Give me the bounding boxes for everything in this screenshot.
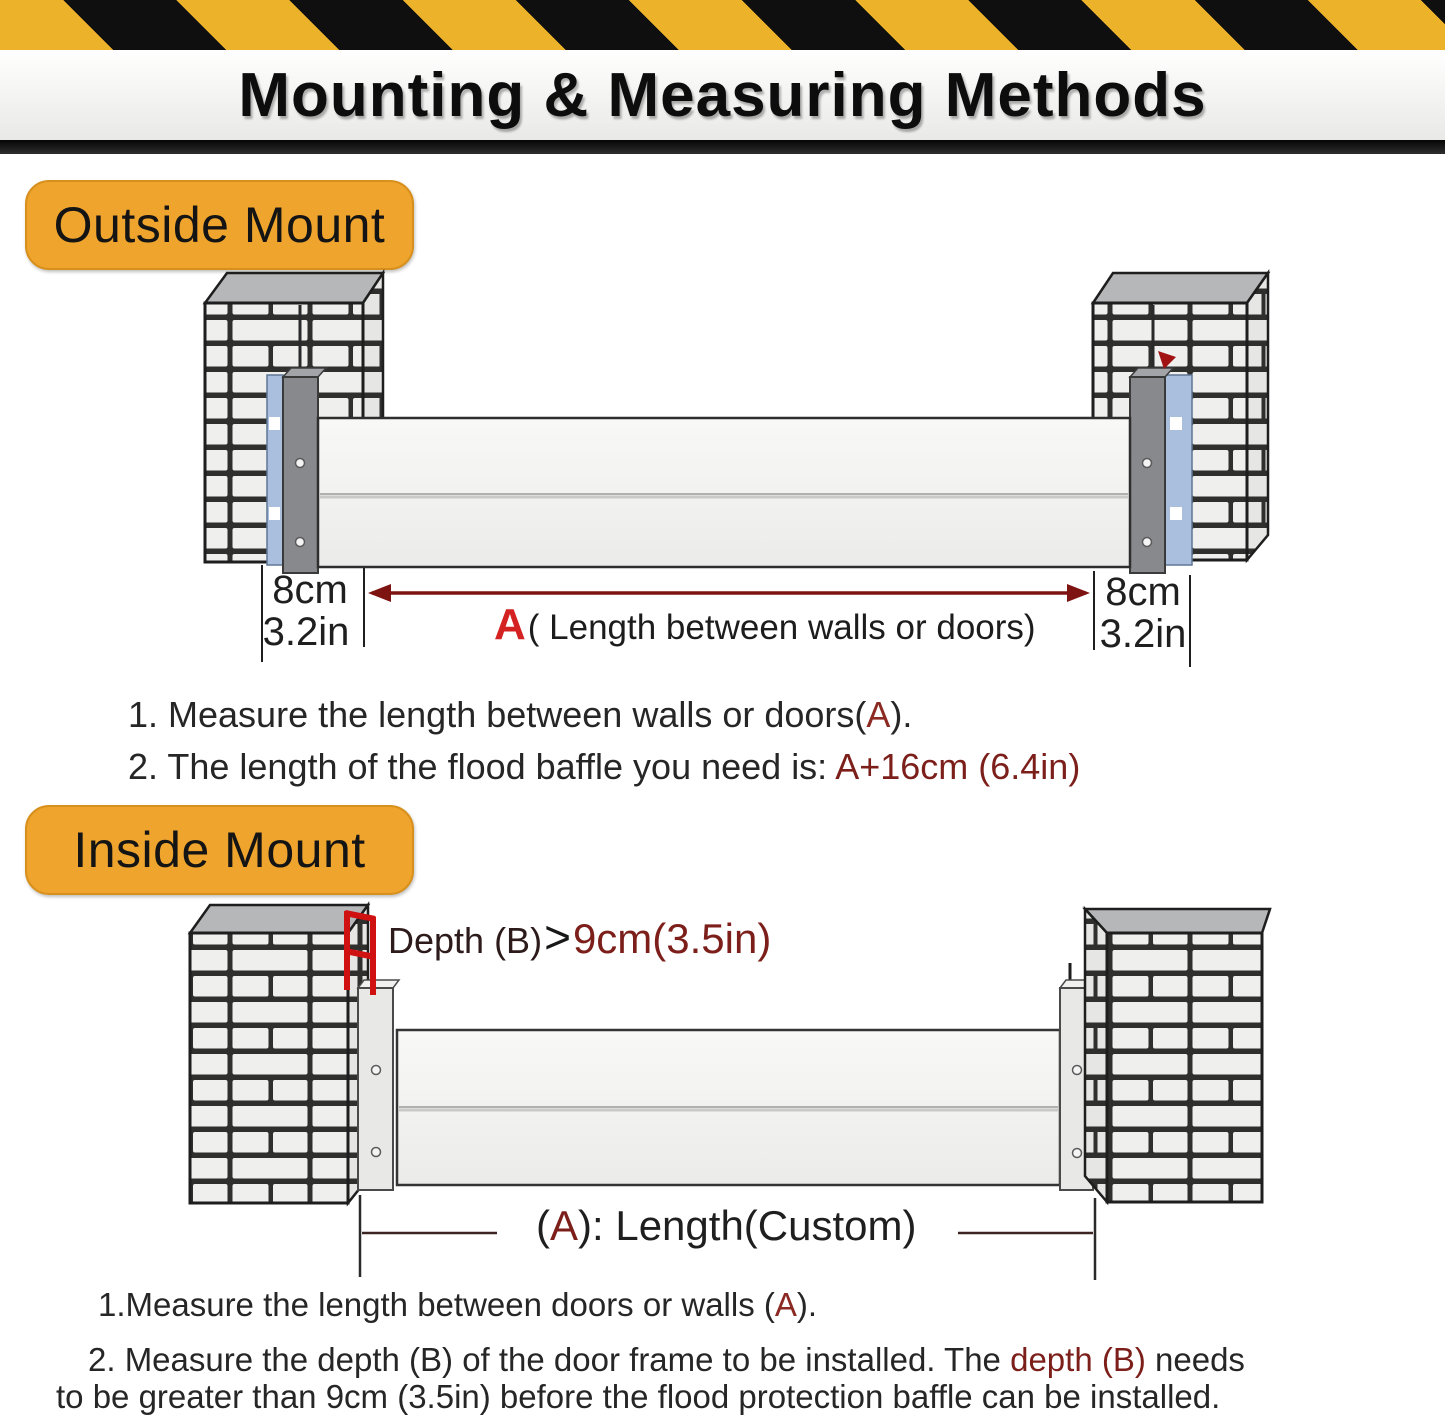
length-custom-label: ( A ): Length(Custom) <box>536 1202 917 1249</box>
step-a-letter: A <box>866 694 891 735</box>
screw-dot <box>296 538 305 547</box>
dimension-left-in: 3.2in <box>262 610 350 654</box>
screw-dot <box>372 1148 381 1157</box>
step-a-letter: A <box>774 1286 797 1323</box>
screw-dot <box>372 1066 381 1075</box>
flood-barrier-panels <box>397 1030 1060 1185</box>
flood-barrier-panels <box>318 418 1130 567</box>
left-brick-pillar <box>190 905 368 1203</box>
bracket-channel <box>358 988 393 1190</box>
outside-step-1: 1. Measure the length between walls or doors(A). <box>128 694 913 735</box>
right-mounting-bracket <box>1130 351 1192 573</box>
dimension-left-cm: 8cm <box>272 568 348 612</box>
screw-dot <box>1073 1066 1082 1075</box>
seal-strip <box>1165 375 1192 565</box>
dimension-right-in: 3.2in <box>1099 612 1187 656</box>
outside-mount-badge: Outside Mount <box>25 180 414 270</box>
dimension-a-letter: A <box>494 600 526 649</box>
inside-step-2-row2: to be greater than 9cm (3.5in) before the flood protection baffle can be installed. <box>56 1378 1221 1415</box>
depth-b-value: 9cm(3.5in) <box>572 915 772 962</box>
page-title: Mounting & Measuring Methods <box>238 60 1207 130</box>
right-brick-pillar <box>1085 909 1270 1202</box>
dimension-a-text: ( Length between walls or doors) <box>527 608 1036 647</box>
greater-than-sign: > <box>544 911 571 963</box>
screw-dot <box>1143 459 1152 468</box>
screw-dot <box>296 459 305 468</box>
inside-mount-badge: Inside Mount <box>25 805 414 895</box>
inside-step-1: 1.Measure the length between doors or walls (A). <box>98 1286 818 1323</box>
inside-step-2-row1: 2. Measure the depth (B) of the door frame to be installed. The depth (B) needs <box>88 1341 1245 1378</box>
seal-strip <box>267 375 283 565</box>
dimension-right-cm: 8cm <box>1105 570 1181 614</box>
divider-bar <box>0 140 1445 154</box>
baffle-length-formula: A+16cm (6.4in) <box>835 746 1081 787</box>
title-band <box>0 50 1445 140</box>
outside-step-2: 2. The length of the flood baffle you need is: A+16cm (6.4in) <box>128 746 1081 787</box>
length-a-letter: A <box>550 1202 579 1249</box>
hazard-stripe-band <box>0 0 1445 50</box>
screw-dot <box>1073 1149 1082 1158</box>
depth-b-highlight: depth (B) <box>1010 1341 1146 1378</box>
screw-dot <box>1143 538 1152 547</box>
dimension-a-label <box>494 600 1036 650</box>
depth-b-label: Depth (B) > 9cm(3.5in) <box>388 911 772 963</box>
